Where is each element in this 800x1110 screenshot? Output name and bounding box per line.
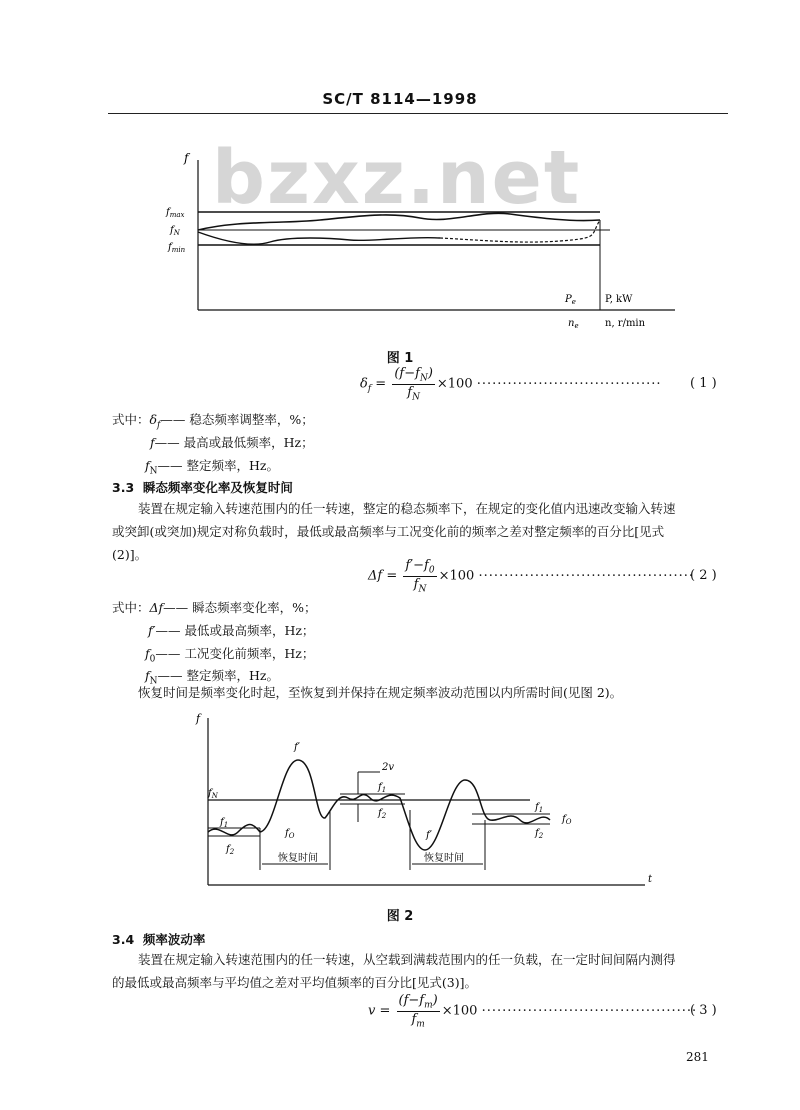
fig1-lower-dashed-curve: [440, 220, 600, 242]
watermark: bzxz.net: [212, 135, 582, 221]
def2-row-3: $f_0——$ 工况变化前频率，Hz；: [145, 646, 315, 665]
formula-1-number: ( 1 ): [690, 376, 717, 391]
standard-number: SC/T 8114—1998: [322, 90, 478, 108]
section-3-3-para-3: (2)]。: [112, 547, 148, 562]
svg-text:fO: $f_O$: [285, 828, 295, 840]
svg-text:f2: $f_2$: [378, 808, 387, 820]
fig1-axis-f: f: [184, 151, 189, 165]
svg-text:fO: $f_O$: [562, 814, 572, 826]
svg-text:f1: $f_1$: [378, 782, 387, 794]
section-3-4-para-2: 的最低或最高频率与平均值之差对平均值频率的百分比[见式(3)]。: [112, 975, 477, 990]
formula-3: v = $\frac{(f-f_m)}{f_m}$ ×100 ··········································: [368, 993, 698, 1030]
figure-1: [160, 140, 690, 340]
svg-text:2v: 2v: [382, 762, 395, 773]
formula-1: $\delta_f$ = $\frac{(f-f_N)}{f_N}$ ×100 ····································: [360, 366, 662, 403]
def1-row-2: f—— 最高或最低频率，Hz；: [150, 435, 314, 450]
section-3-4-para-1: 装置在规定输入转速范围内的任一转速，从空载到满载范围内的任一负载，在一定时间间隔内测得: [138, 952, 676, 967]
formula-2: Δf = $\frac{f'-f_0}{f_N}$ ×100 ··········································: [368, 558, 694, 595]
svg-text:f2: $f_2$: [535, 828, 544, 840]
formula-3-number: ( 3 ): [690, 1003, 717, 1018]
svg-text:恢复时间: 恢复时间: [278, 853, 318, 864]
def2-row-1: 式中：Δf—— 瞬态频率变化率，%；: [112, 600, 317, 615]
svg-text:t: t: [648, 874, 653, 885]
svg-text:fmin: $f_{min}$: [168, 242, 186, 254]
def2-row-4: $f_N——$ 整定频率，Hz。: [145, 668, 279, 687]
svg-text:f2: $f_2$: [226, 844, 235, 856]
section-3-3-para-2: 或突卸(或突加)规定对称负载时，最低或最高频率与工况变化前的频率之差对整定频率的百分比[见式: [112, 524, 665, 539]
svg-text:fN: $f_N$: [170, 225, 180, 237]
svg-text:f1: $f_1$: [535, 802, 544, 814]
svg-text:f: f: [196, 712, 201, 725]
def1-row-1: 式中：$\delta_f——$ 稳态频率调整率，%；: [112, 412, 314, 431]
header-rule: [108, 113, 728, 114]
def1-row-3: $f_N——$ 整定频率，Hz。: [145, 458, 279, 477]
fig1-upper-curve: [198, 213, 600, 230]
section-3-3-heading: 3.3 瞬态频率变化率及恢复时间: [112, 480, 293, 495]
fig1-label-n-rmin: n, r/min: [605, 318, 646, 329]
svg-text:f′: f′: [294, 742, 300, 753]
svg-text:恢复时间: 恢复时间: [424, 853, 464, 864]
figure-1-caption: 图 1: [386, 351, 414, 366]
section-3-3-para-1: 装置在规定输入转速范围内的任一转速，整定的稳态频率下，在规定的变化值内迅速改变输入转速: [138, 501, 676, 516]
svg-text:f′: f′: [426, 830, 432, 841]
svg-text:Pe: $P_e$: [565, 294, 576, 306]
svg-text:f1: $f_1$: [220, 817, 229, 829]
recovery-time-text: 恢复时间是频率变化时起，至恢复到并保持在规定频率波动范围以内所需时间(见图 2)。: [138, 685, 623, 700]
page-number: 281: [686, 1050, 709, 1064]
svg-text:ne: $n_e$: [568, 318, 579, 330]
section-3-4-heading: 3.4 频率波动率: [112, 932, 206, 947]
figure-2: [190, 710, 670, 895]
figure-2-caption: 图 2: [386, 909, 414, 924]
svg-text:fN: $f_N$: [208, 788, 218, 800]
fig1-lower-curve: [198, 232, 440, 244]
svg-text:fmax: $f_{max}$: [166, 207, 185, 219]
def2-row-2: f′—— 最低或最高频率，Hz；: [148, 623, 315, 638]
fig1-label-p-kw: P, kW: [605, 294, 633, 305]
formula-2-number: ( 2 ): [690, 568, 717, 583]
